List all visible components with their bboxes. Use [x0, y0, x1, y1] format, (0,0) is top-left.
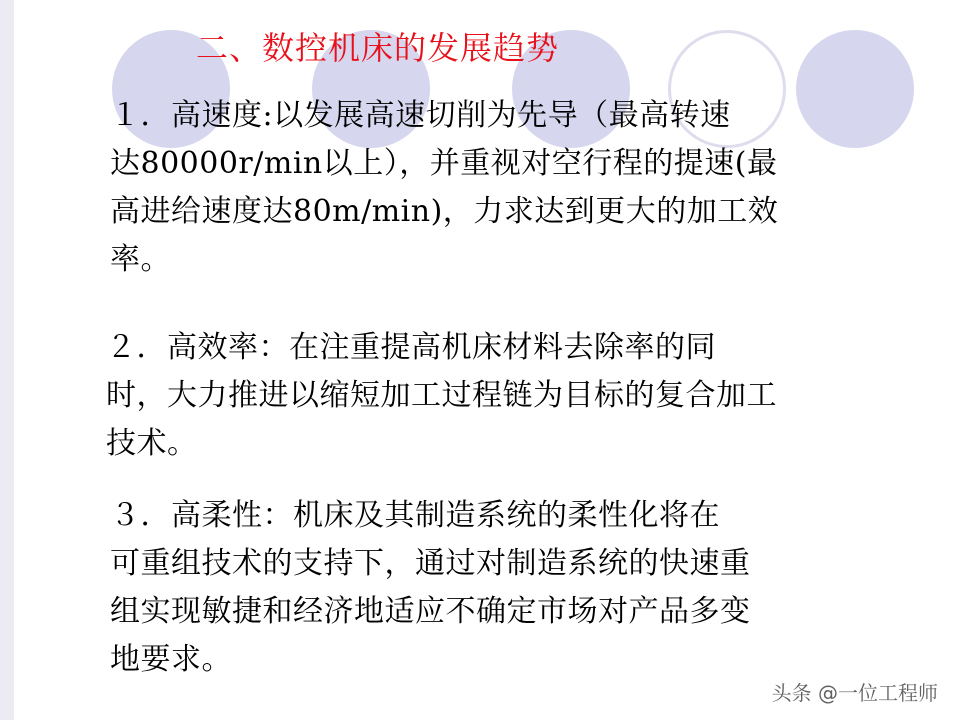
watermark-text: 头条 @一位工程师 — [771, 681, 938, 705]
paragraph-high-speed — [110, 92, 778, 284]
paragraph-line: ２．高效率：在注重提高机床材料去除率的同 — [106, 330, 716, 365]
decor-circle-4 — [796, 30, 914, 148]
paragraph-line: 可重组技术的支持下，通过对制造系统的快速重 — [110, 546, 751, 581]
paragraph-line: 达80000r/min以上），并重视对空行程的提速(最 — [110, 146, 778, 181]
paragraph-high-efficiency — [106, 324, 777, 468]
paragraph-line: 地要求。 — [110, 642, 232, 677]
paragraph-line: ３．高柔性：机床及其制造系统的柔性化将在 — [110, 498, 720, 533]
paragraph-line: 组实现敏捷和经济地适应不确定市场对产品多变 — [110, 594, 751, 629]
paragraph-line: 技术。 — [106, 426, 198, 461]
paragraph-line: １．高速度:以发展高速切削为先导（最高转速 — [110, 98, 731, 133]
slide-title: 二、数控机床的发展趋势 — [196, 29, 560, 67]
paragraph-line: 时，大力推进以缩短加工过程链为目标的复合加工 — [106, 378, 777, 413]
paragraph-line: 高进给速度达80m/min)，力求达到更大的加工效 — [110, 194, 779, 229]
paragraph-line: 率。 — [110, 242, 171, 277]
slide-left-bar — [0, 0, 14, 720]
paragraph-high-flexibility — [110, 492, 751, 684]
